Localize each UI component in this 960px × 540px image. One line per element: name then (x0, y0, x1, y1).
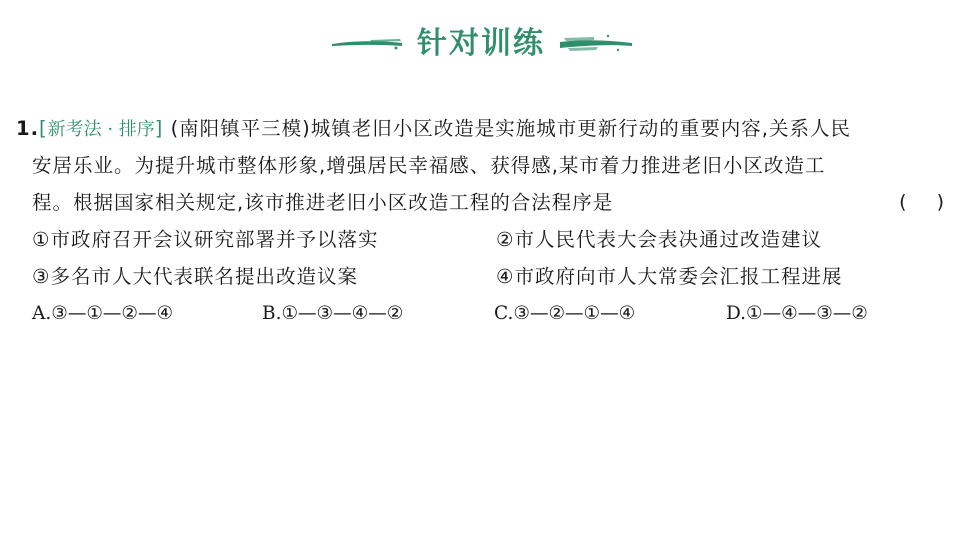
question-source: (南阳镇平三模) (170, 117, 311, 140)
tag-bracket-close: ] (154, 117, 164, 140)
answer-blank[interactable] (899, 184, 944, 221)
options-row-2 (16, 258, 946, 295)
question-line-1 (16, 110, 946, 147)
options-row-1 (16, 221, 946, 258)
question-tag: 新考法 · 排序 (47, 119, 155, 140)
option-item: ④市政府向市人大常委会汇报工程进展 (496, 265, 843, 288)
question-stem-line: 城镇老旧小区改造是实施城市更新行动的重要内容,关系人民 (310, 117, 851, 140)
choice-b[interactable]: B.①—③—④—② (262, 303, 404, 324)
choice-c[interactable]: C.③—②—①—④ (494, 303, 636, 324)
choice-a[interactable]: A.③—①—②—④ (32, 303, 174, 324)
section-title: 针对训练 (417, 26, 545, 61)
question-line-2 (16, 147, 946, 184)
tag-bracket-open: [ (38, 117, 48, 140)
option-item: ①市政府召开会议研究部署并予以落实 (32, 228, 379, 251)
question-stem-line: 安居乐业。为提升城市整体形象,增强居民幸福感、获得感,某市着力推进老旧小区改造工 (32, 154, 826, 177)
question-line-3 (16, 184, 946, 221)
left-ink-brush-decoration (330, 22, 404, 66)
choice-d[interactable]: D.①—④—③—② (726, 303, 868, 324)
option-item: ③多名市人大代表联名提出改造议案 (32, 265, 358, 288)
answer-paren-open: ( (899, 191, 907, 213)
section-header (0, 22, 960, 66)
answer-paren-close: ) (936, 191, 944, 213)
option-item: ②市人民代表大会表决通过改造建议 (496, 228, 822, 251)
question-stem-line: 程。根据国家相关规定,该市推进老旧小区改造工程的合法程序是 (32, 191, 614, 214)
question-number: 1. (16, 117, 39, 140)
right-ink-brush-decoration (558, 22, 634, 66)
answer-choices (16, 295, 946, 332)
question-block (16, 110, 946, 332)
